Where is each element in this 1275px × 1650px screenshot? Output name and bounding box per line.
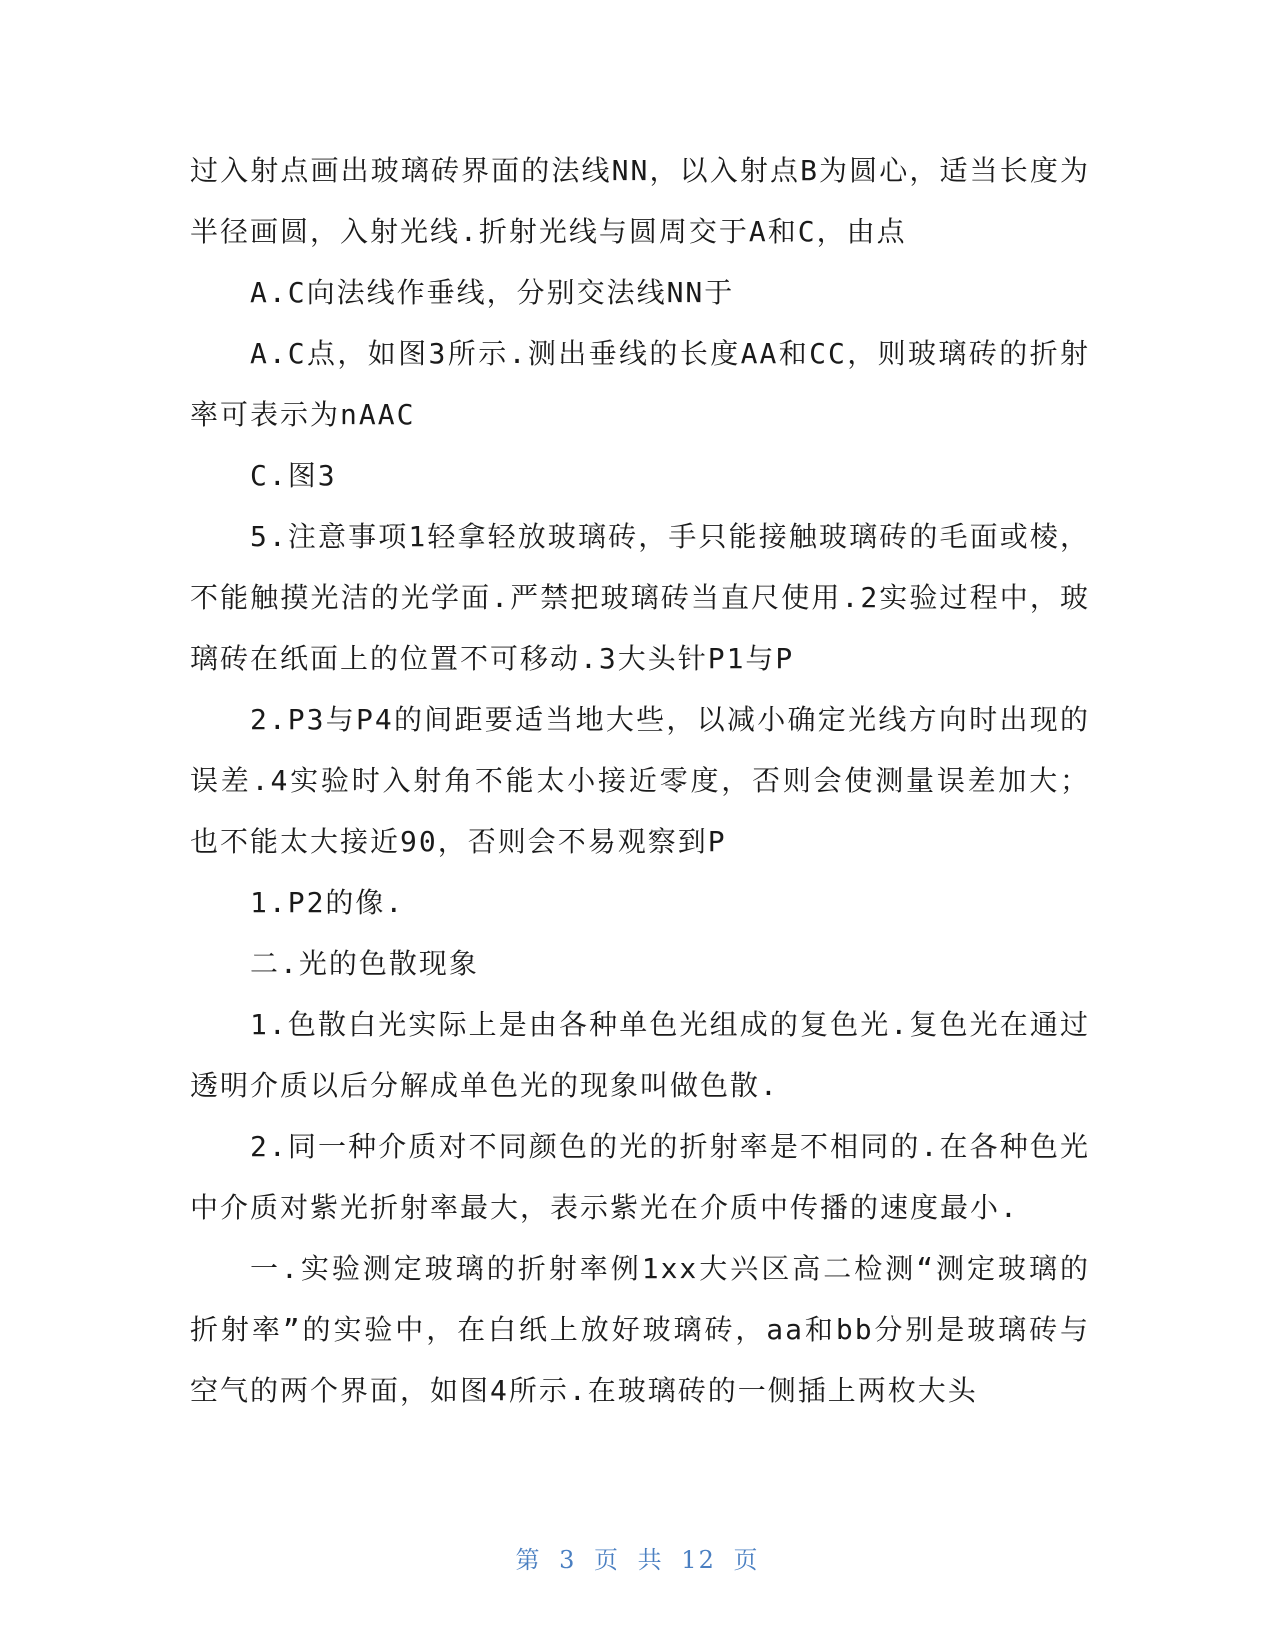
paragraph-3: A.C点，如图3所示.测出垂线的长度AA和CC，则玻璃砖的折射率可表示为nAAC	[190, 337, 1090, 431]
paragraph-1: 过入射点画出玻璃砖界面的法线NN，以入射点B为圆心，适当长度为半径画圆，入射光线.折射光线与圆周交于A和C，由点	[190, 154, 1090, 248]
page-number-footer: 第 3 页 共 12 页	[515, 1546, 760, 1574]
paragraph-2: A.C向法线作垂线，分别交法线NN于	[250, 276, 735, 309]
paragraph-9: 1.色散白光实际上是由各种单色光组成的复色光.复色光在通过透明介质以后分解成单色光的现象叫做色散.	[190, 1008, 1090, 1102]
paragraph-10: 2.同一种介质对不同颜色的光的折射率是不相同的.在各种色光中介质对紫光折射率最大，表示紫光在介质中传播的速度最小.	[190, 1130, 1090, 1224]
paragraph-6: 2.P3与P4的间距要适当地大些，以减小确定光线方向时出现的误差.4实验时入射角不能太小接近零度，否则会使测量误差加大；也不能太大接近90，否则会不易观察到P	[190, 703, 1090, 858]
paragraph-7: 1.P2的像.	[250, 886, 405, 919]
document-body	[190, 140, 1090, 1421]
paragraph-4: C.图3	[250, 459, 337, 492]
paragraph-11: 一.实验测定玻璃的折射率例1xx大兴区高二检测“测定玻璃的折射率”的实验中，在白纸上放好玻璃砖，aa和bb分别是玻璃砖与空气的两个界面，如图4所示.在玻璃砖的一侧插上两枚大头	[190, 1252, 1090, 1407]
paragraph-5: 5.注意事项1轻拿轻放玻璃砖，手只能接触玻璃砖的毛面或棱，不能触摸光洁的光学面.严禁把玻璃砖当直尺使用.2实验过程中，玻璃砖在纸面上的位置不可移动.3大头针P1与P	[190, 520, 1090, 675]
section-heading: 二.光的色散现象	[250, 947, 479, 980]
